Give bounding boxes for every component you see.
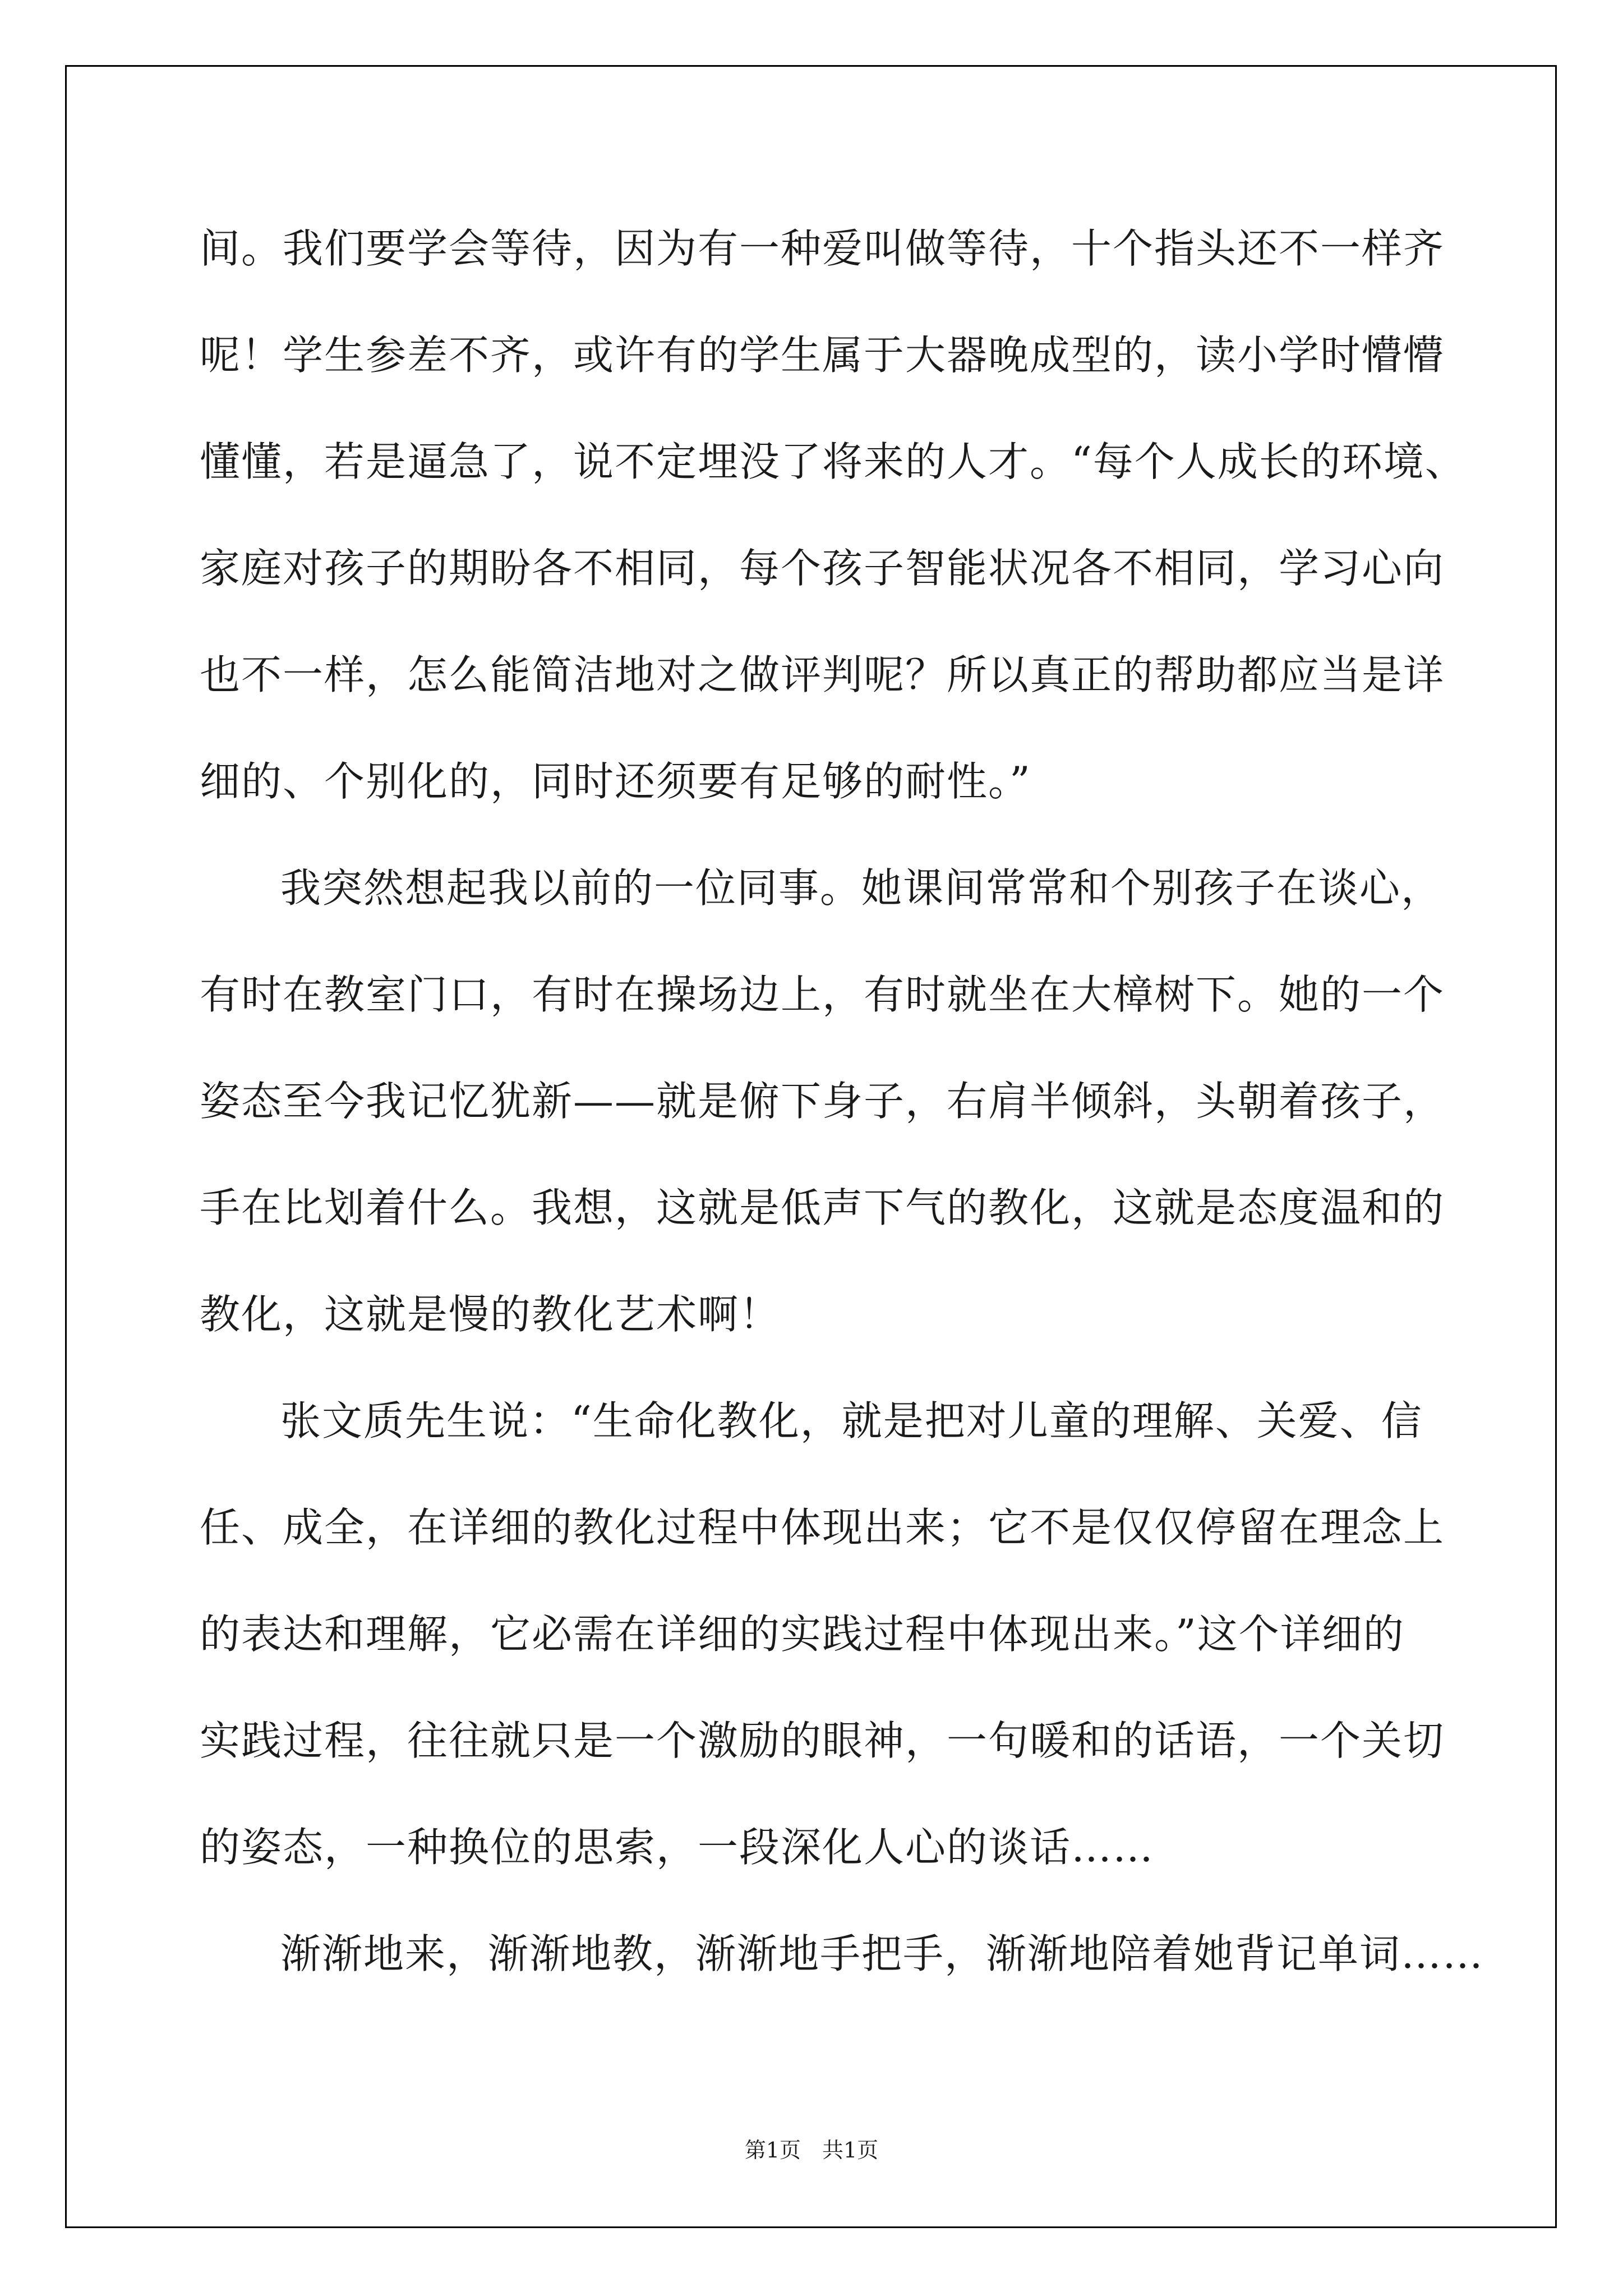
paragraph-first-line: 张文质先生说：“生命化教化，就是把对儿童的理解、关爱、信 [280, 1397, 1423, 1444]
text-line: 姿态至今我记忆犹新——就是俯下身子，右肩半倾斜，头朝着孩子， [200, 1078, 1445, 1125]
text-line: 的表达和理解，它必需在详细的实践过程中体现出来。”这个详细的 [200, 1611, 1405, 1658]
text-line: 懂懂，若是逼急了，说不定埋没了将来的人才。“每个人成长的环境、 [200, 438, 1467, 485]
text-line: 有时在教室门口，有时在操场边上，有时就坐在大樟树下。她的一个 [200, 971, 1445, 1018]
text-line: 呢！学生参差不齐，或许有的学生属于大器晚成型的，读小学时懵懵 [200, 332, 1445, 379]
paragraph-first-line: 我突然想起我以前的一位同事。她课间常常和个别孩子在谈心， [280, 864, 1443, 912]
page-border [65, 65, 1557, 2228]
paragraph-first-line: 渐渐地来，渐渐地教，渐渐地手把手，渐渐地陪着她背记单词…… [280, 1930, 1484, 1977]
text-line: 教化，这就是慢的教化艺术啊！ [200, 1291, 781, 1338]
text-line: 间。我们要学会等待，因为有一种爱叫做等待，十个指头还不一样齐 [200, 225, 1445, 272]
page-number-footer: 第1页 共1页 [744, 2138, 879, 2162]
text-line: 细的、个别化的，同时还须要有足够的耐性。” [200, 758, 1031, 805]
text-line: 手在比划着什么。我想，这就是低声下气的教化，这就是态度温和的 [200, 1184, 1445, 1231]
text-line: 家庭对孩子的期盼各不相同，每个孩子智能状况各不相同，学习心向 [200, 545, 1445, 592]
text-line: 任、成全，在详细的教化过程中体现出来；它不是仅仅停留在理念上 [200, 1504, 1445, 1551]
text-line: 的姿态，一种换位的思索，一段深化人心的谈话…… [200, 1824, 1155, 1871]
text-line: 也不一样，怎么能简洁地对之做评判呢？所以真正的帮助都应当是详 [200, 651, 1445, 698]
text-line: 实践过程，往往就只是一个激励的眼神，一句暖和的话语，一个关切 [200, 1717, 1445, 1764]
